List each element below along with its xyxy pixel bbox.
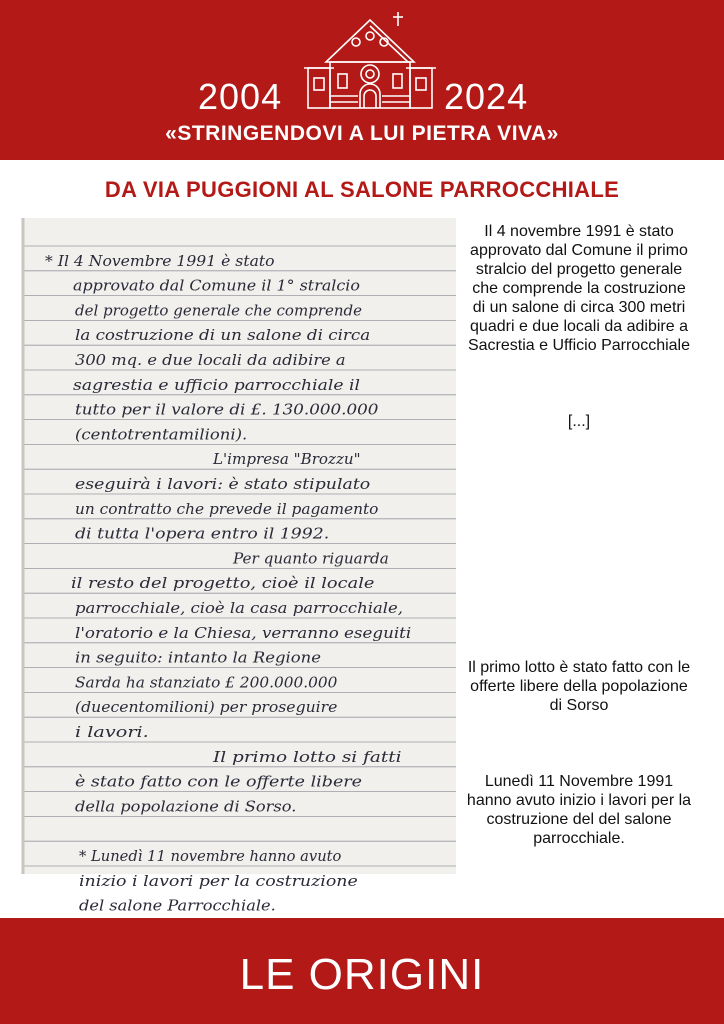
handwritten-line: 300 mq. e due locali da adibire a	[75, 351, 346, 369]
handwritten-line: tutto per il valore di £. 130.000.000	[75, 400, 379, 419]
motto: «STRINGENDOVI A LUI PIETRA VIVA»	[165, 122, 559, 145]
handwritten-line: approvato dal Comune il 1° stralcio	[73, 276, 360, 295]
year-start: 2004	[198, 76, 283, 117]
page-title: DA VIA PUGGIONI AL SALONE PARROCCHIALE	[104, 177, 620, 202]
handwritten-line: il resto del progetto, cioè il locale	[71, 574, 375, 593]
handwritten-page-photo	[23, 218, 456, 915]
text-approval: Il 4 novembre 1991 è stato approvato dal Comune il primo stralcio del progetto generale che comprende la costruzione di un salone di circa 300 metri quadri e due locali da adibire a Sacrestia e Ufficio Parrocchiale	[467, 223, 691, 354]
church-logo	[300, 12, 440, 110]
handwritten-line: Il primo lotto si fatti	[211, 747, 402, 766]
handwritten-line: del progetto generale che comprende	[75, 301, 363, 320]
handwritten-line: (duecentomilioni) per proseguire	[75, 698, 338, 717]
handwritten-line: un contratto che prevede il pagamento	[75, 499, 379, 518]
text-first-lot: Il primo lotto è stato fatto con le offerte libere della popolazione di Sorso	[467, 659, 691, 714]
year-end: 2024	[444, 76, 529, 117]
handwritten-line: inizio i lavori per la costruzione	[79, 871, 358, 890]
handwritten-line: Per quanto riguarda	[231, 549, 389, 568]
handwritten-line: i lavori.	[75, 723, 149, 741]
handwritten-line: è stato fatto con le offerte libere	[75, 772, 363, 791]
text-works-start: Lunedì 11 Novembre 1991 hanno avuto inizio i lavori per la costruzione del del salone parrocchiale.	[466, 773, 692, 847]
handwritten-line: della popolazione di Sorso.	[75, 797, 297, 816]
handwritten-line: l'oratorio e la Chiesa, verranno eseguiti	[75, 623, 412, 642]
handwritten-line: sagrestia e ufficio parrocchiale il	[73, 375, 361, 394]
handwritten-line: L'impresa "Brozzu"	[211, 450, 361, 469]
handwritten-line: Sarda ha stanziato £ 200.000.000	[75, 673, 338, 692]
handwritten-line: la costruzione di un salone di circa	[75, 326, 371, 345]
handwritten-line: in seguito: intanto la Regione	[75, 648, 322, 667]
handwritten-line: (centotrentamilioni).	[75, 425, 248, 444]
handwritten-line: eseguirà i lavori: è stato stipulato	[75, 475, 371, 493]
text-ellipsis: [...]	[567, 413, 591, 430]
handwritten-line: di tutta l'opera entro il 1992.	[75, 524, 330, 543]
footer-title: LE ORIGINI	[239, 950, 485, 999]
handwritten-line: * Il 4 Novembre 1991 è stato	[45, 251, 275, 270]
handwritten-line: del salone Parrocchiale.	[79, 896, 276, 915]
handwritten-line: parrocchiale, cioè la casa parrocchiale,	[75, 599, 403, 617]
handwritten-line: * Lunedì 11 novembre hanno avuto	[79, 847, 342, 865]
